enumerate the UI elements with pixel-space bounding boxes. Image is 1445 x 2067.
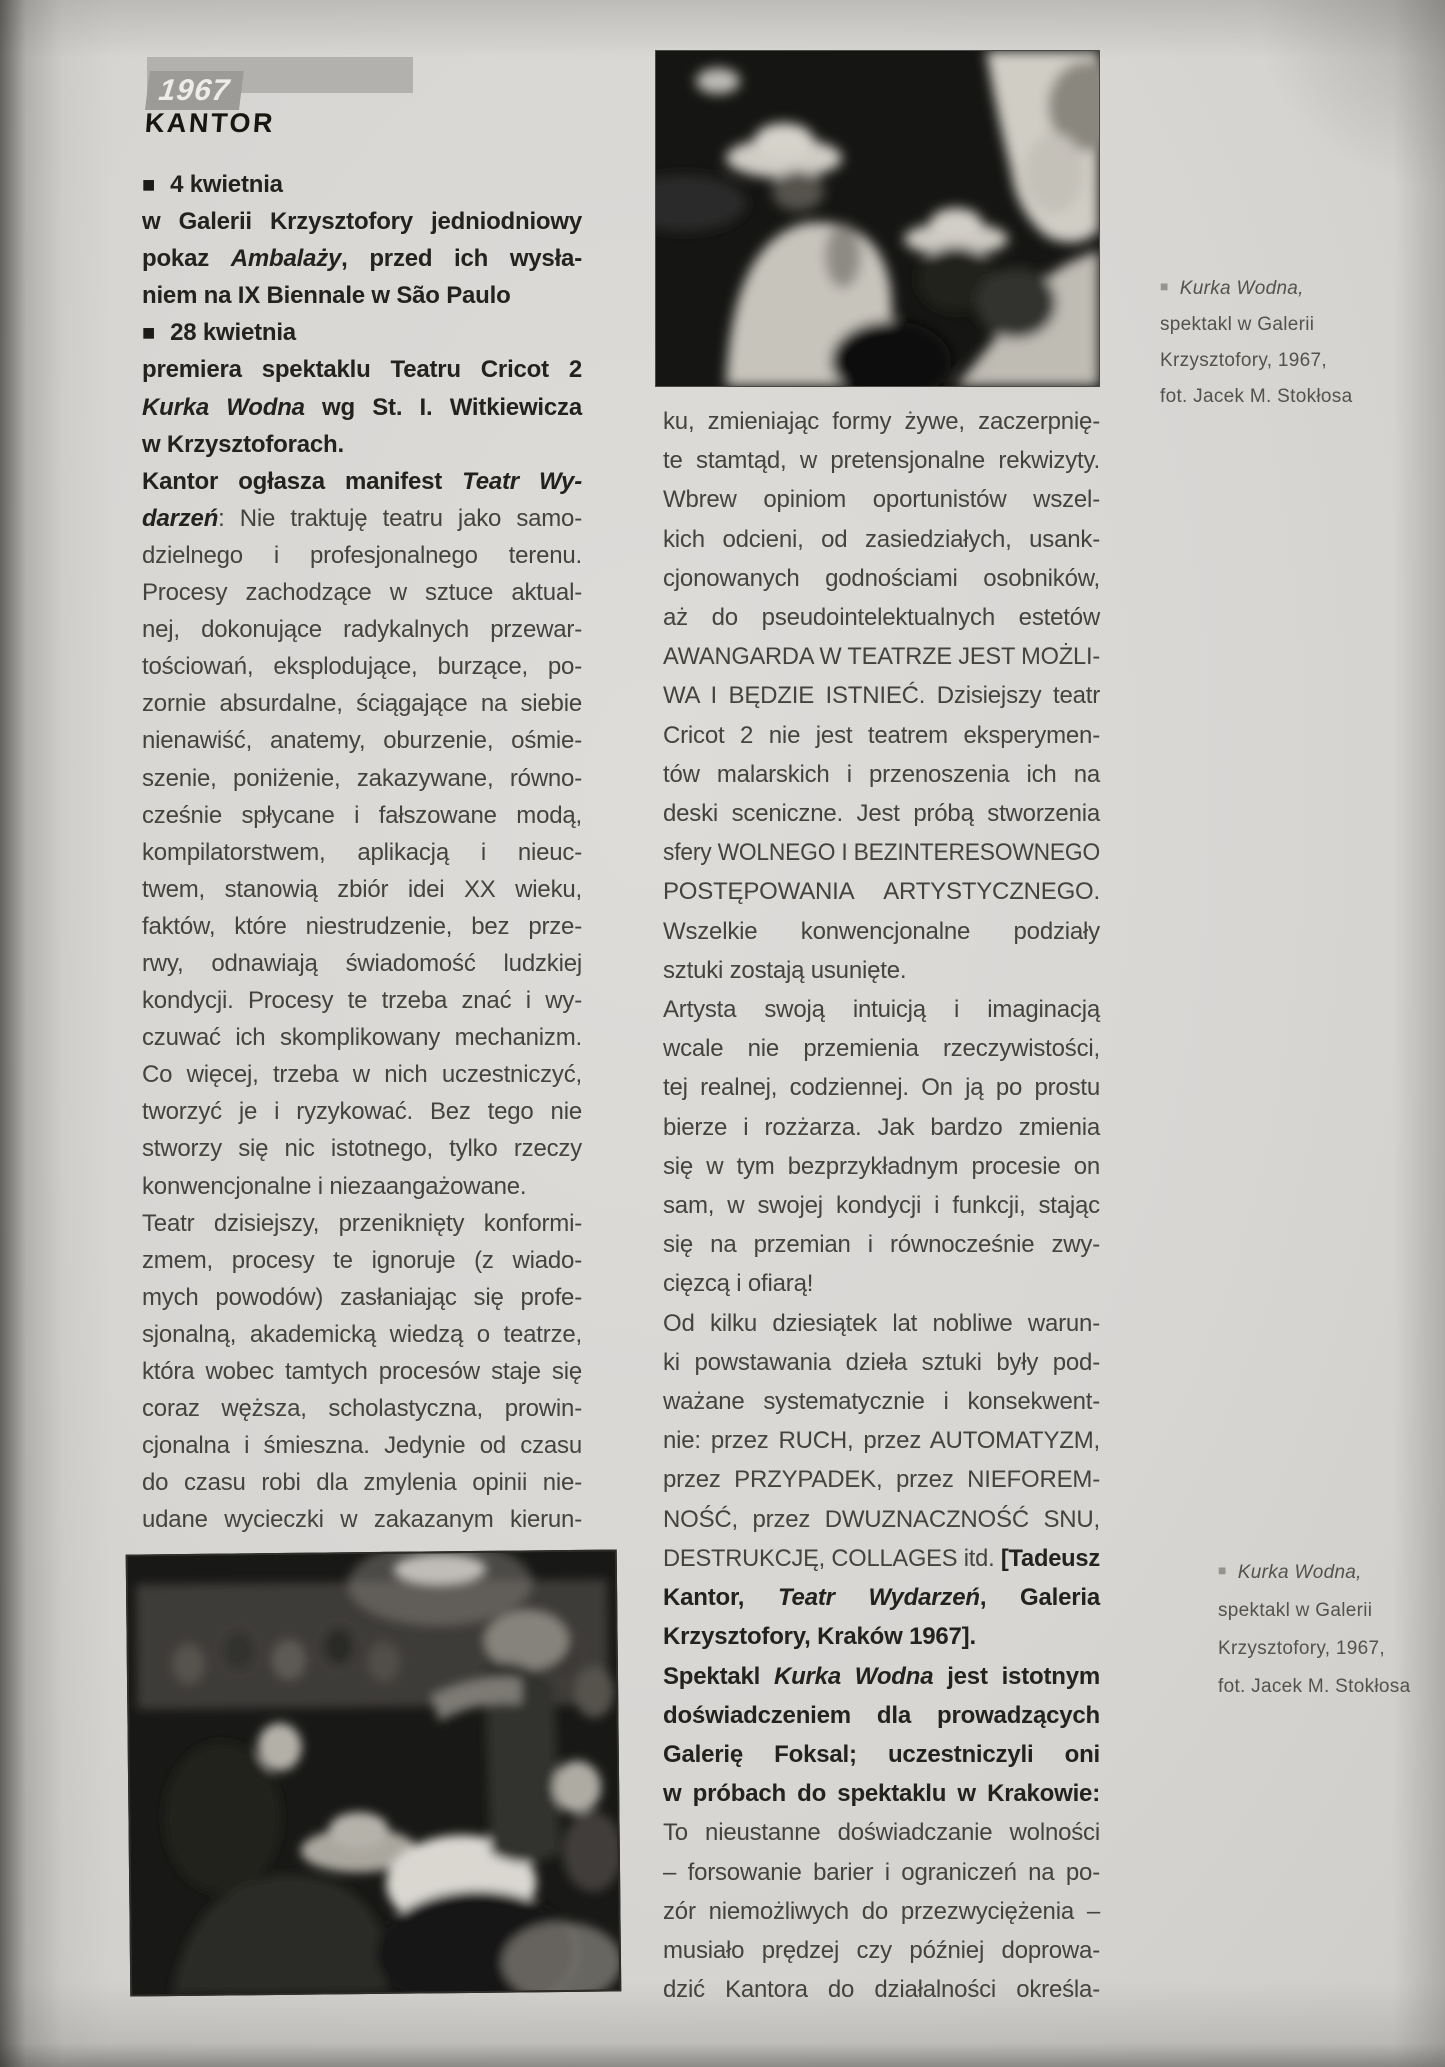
text-line — [663, 1696, 1100, 1735]
text-line — [142, 1205, 582, 1242]
text-line — [142, 685, 582, 722]
text-line — [142, 1130, 582, 1167]
text-line — [663, 1774, 1100, 1813]
text-line — [663, 833, 1100, 872]
text-line — [1218, 1630, 1445, 1668]
text-line — [142, 1242, 582, 1279]
text-run: nienawiść, anatemy, oburzenie, ośmie- — [142, 727, 582, 755]
text-run: mych powodów) zasłaniając się profe- — [142, 1283, 582, 1311]
text-line — [663, 1657, 1100, 1696]
text-run: ważane systematycznie i konsekwent- — [663, 1388, 1100, 1416]
text-run: wcale nie przemienia rzeczywistości, — [663, 1035, 1100, 1063]
text-line — [142, 945, 582, 982]
text-run: Teatr Wy- — [462, 467, 582, 495]
text-line — [663, 1500, 1100, 1539]
text-run: nej, dokonujące radykalnych przewar- — [142, 616, 582, 644]
text-run: [Tadeusz — [1000, 1544, 1100, 1572]
text-line — [142, 314, 582, 351]
text-line — [142, 1093, 582, 1130]
year-tab — [145, 71, 244, 110]
text-run: Spektakl — [663, 1662, 774, 1690]
text-run: Od kilku dziesiątek lat nobliwe warun- — [663, 1309, 1100, 1337]
text-line — [663, 520, 1100, 559]
text-line — [663, 1068, 1100, 1107]
text-line — [142, 389, 582, 426]
text-run: sztuki zostają usunięte. — [663, 956, 907, 984]
text-run: tościowań, eksplodujące, burzące, po- — [142, 653, 582, 681]
text-run: cięzcą i ofiarą! — [663, 1270, 814, 1298]
text-run: kompilatorstwem, aplikacją i nieuc- — [142, 838, 582, 866]
text-line — [1160, 379, 1400, 415]
photo-caption-top — [1160, 268, 1400, 415]
text-line — [663, 402, 1100, 441]
text-run: aż do pseudointelektualnych estetów — [663, 604, 1100, 632]
text-run: Kurka Wodna — [142, 393, 305, 421]
text-line — [1218, 1551, 1445, 1592]
text-line — [1160, 268, 1400, 307]
text-line — [1218, 1592, 1445, 1630]
text-run: NOŚĆ, przez DWUZNACZNOŚĆ SNU, — [663, 1505, 1100, 1533]
text-run: dzielnego i profesjonalnego terenu. — [142, 541, 582, 569]
text-line — [663, 716, 1100, 755]
text-run: ■ — [142, 172, 156, 197]
text-run: w Galerii Krzysztofory jedniodniowy — [142, 208, 582, 236]
text-line — [142, 1390, 582, 1427]
text-line — [663, 1029, 1100, 1068]
text-run: przez PRZYPADEK, przez NIEFOREM- — [663, 1466, 1100, 1494]
text-run: Kurka Wodna — [773, 1662, 934, 1690]
text-run: Wbrew opiniom oportunistów wszel- — [663, 486, 1100, 514]
text-run: spektakl w Galerii — [1160, 314, 1315, 335]
text-run: Teatr Wydarzeń — [777, 1584, 980, 1612]
text-run: zór niemożliwych do przezwyciężenia – — [663, 1897, 1100, 1925]
text-run: te stamtąd, w pretensjonalne rekwizyty. — [663, 447, 1100, 475]
photo-kurka-wodna-spektakl-bottom — [126, 1549, 622, 1996]
text-run: To nieustanne doświadczanie wolności — [663, 1819, 1100, 1847]
text-run: fot. Jacek M. Stokłosa — [1218, 1676, 1411, 1697]
text-run: ■ — [1160, 278, 1169, 294]
text-run: sfery WOLNEGO I BEZINTERESOWNEGO — [663, 839, 1100, 867]
text-run: stworzy się nic istotnego, tylko rzeczy — [142, 1135, 582, 1163]
text-run: wg St. I. Witkiewicza — [304, 393, 582, 421]
text-line — [142, 648, 582, 685]
text-run: jest istotnym — [933, 1662, 1100, 1690]
text-run: Procesy zachodzące w sztuce aktual- — [142, 579, 582, 607]
text-line — [142, 1427, 582, 1464]
text-run: która wobec tamtych procesów staje się — [142, 1358, 582, 1385]
text-run: kich odcieni, od zasiedziałych, usank- — [663, 525, 1100, 553]
text-line — [142, 463, 582, 500]
text-run: ■ — [1218, 1562, 1227, 1578]
text-line — [663, 1186, 1100, 1225]
text-run: kondycji. Procesy te trzeba znać i wy- — [142, 987, 582, 1015]
text-line — [142, 1316, 582, 1353]
left-text-column — [142, 166, 582, 1538]
text-line — [663, 1382, 1100, 1421]
text-run: Galerię Foksal; uczestniczyli oni — [663, 1740, 1100, 1768]
text-line — [1160, 307, 1400, 343]
text-line — [142, 1056, 582, 1093]
text-run: DESTRUKCJĘ, COLLAGES itd. — [663, 1544, 1001, 1572]
text-run: 4 kwietnia — [170, 171, 283, 198]
text-line — [142, 1501, 582, 1538]
text-line — [663, 1460, 1100, 1499]
text-run: Artysta swoją intuicją i imaginacją — [663, 996, 1100, 1024]
text-run: musiało prędzej czy później doprowa- — [663, 1936, 1100, 1964]
text-line — [663, 676, 1100, 715]
text-run: sam, w swojej kondycji i funkcji, stając — [663, 1192, 1100, 1220]
text-run: tej realnej, codziennej. On ją po prostu — [663, 1074, 1100, 1102]
text-run: cześnie spłycane i fałszowane modą, — [142, 801, 582, 829]
text-run: niem na IX Biennale w São Paulo — [142, 282, 511, 310]
text-run: tworzyć je i ryzykować. Bez tego nie — [142, 1098, 582, 1126]
text-line — [663, 480, 1100, 519]
text-line — [142, 1464, 582, 1501]
text-line — [1218, 1668, 1445, 1706]
text-line — [142, 203, 582, 240]
text-line — [142, 722, 582, 759]
text-run: Wszelkie konwencjonalne podziały — [663, 917, 1100, 945]
text-run: dzić Kantora do działalności określa- — [663, 1976, 1100, 2004]
text-line — [663, 598, 1100, 637]
text-run: rwy, odnawiają świadomość ludzkiej — [142, 949, 582, 977]
text-line — [663, 559, 1100, 598]
photo-bottom-artwork — [128, 1551, 620, 1994]
text-line — [1160, 343, 1400, 379]
text-line — [142, 760, 582, 797]
text-line — [663, 1578, 1100, 1617]
text-run: zmem, procesy te ignoruje (z wiado- — [142, 1246, 582, 1274]
text-run: POSTĘPOWANIA ARTYSTYCZNEGO. — [663, 878, 1100, 906]
text-run: 28 kwietnia — [170, 319, 296, 347]
text-run: Cricot 2 nie jest teatrem eksperymen- — [663, 721, 1100, 749]
text-line — [142, 537, 582, 574]
text-run: deski sceniczne. Jest próbą stworzenia — [663, 800, 1100, 828]
photo-top-artwork — [656, 51, 1099, 386]
text-run: Teatr dzisiejszy, przeniknięty konformi- — [142, 1209, 582, 1237]
text-line — [142, 1168, 582, 1205]
text-run: spektakl w Galerii — [1218, 1600, 1373, 1621]
text-run: zornie absurdalne, ściągające na siebie — [142, 690, 582, 718]
text-line — [663, 1421, 1100, 1460]
text-run: czuwać ich skomplikowany mechanizm. — [142, 1024, 582, 1052]
text-run: Krzysztofory, 1967, — [1160, 350, 1327, 371]
text-line — [142, 982, 582, 1019]
text-run: cjonalna i śmieszna. Jedynie od czasu — [142, 1432, 582, 1460]
text-line — [142, 1279, 582, 1316]
text-run: darzeń — [142, 504, 219, 532]
text-run: WA I BĘDZIE ISTNIEĆ. Dzisiejszy teatr — [663, 682, 1100, 710]
text-run: tów malarskich i przenoszenia ich na — [663, 760, 1100, 788]
text-run: Ambalaży — [230, 245, 342, 273]
text-line — [663, 1813, 1100, 1852]
text-run: Kurka Wodna, — [1237, 1562, 1362, 1583]
text-run: bierze i rozżarza. Jak bardzo zmienia — [663, 1113, 1100, 1141]
text-run: doświadczeniem dla prowadzących — [663, 1701, 1100, 1729]
photo-kurka-wodna-spektakl-top — [655, 50, 1100, 387]
text-line — [663, 1225, 1100, 1264]
text-line — [663, 1735, 1100, 1774]
text-line — [142, 574, 582, 611]
text-run: do czasu robi dla zmylenia opinii nie- — [142, 1469, 582, 1497]
text-line — [663, 1931, 1100, 1970]
text-run: AWANGARDA W TEATRZE JEST MOŻLI- — [663, 643, 1100, 671]
right-text-column — [663, 402, 1100, 2009]
text-run: Kantor ogłasza manifest — [142, 467, 463, 495]
text-line — [663, 794, 1100, 833]
text-line — [142, 834, 582, 871]
text-run: faktów, które niestrudzenie, bez prze- — [142, 912, 582, 940]
text-line — [663, 1264, 1100, 1303]
text-line — [663, 951, 1100, 990]
text-line — [142, 277, 582, 314]
text-run: nie: przez RUCH, przez AUTOMATYZM, — [663, 1427, 1100, 1455]
text-line — [142, 1353, 582, 1390]
text-run: udane wycieczki w zakazanym kierun- — [142, 1506, 582, 1534]
text-run: w próbach do spektaklu w Krakowie: — [663, 1780, 1100, 1808]
text-line — [663, 1970, 1100, 2009]
text-run: Krzysztofory, 1967, — [1218, 1638, 1385, 1659]
text-line — [663, 1147, 1100, 1186]
text-run: ki powstawania dzieła sztuki były pod- — [663, 1348, 1100, 1376]
text-run: coraz węższa, scholastyczna, prowin- — [142, 1395, 582, 1423]
text-line — [663, 755, 1100, 794]
text-line — [142, 500, 582, 537]
text-line — [142, 426, 582, 463]
text-run: , przed ich wysła- — [341, 245, 582, 273]
text-line — [663, 912, 1100, 951]
text-run: pokaz — [142, 245, 231, 273]
text-line — [663, 1617, 1100, 1656]
text-run: : Nie traktuję teatru jako samo- — [218, 504, 582, 532]
brand-logo: KANTOR — [143, 108, 277, 138]
text-line — [663, 1892, 1100, 1931]
text-line — [142, 797, 582, 834]
text-line — [142, 1019, 582, 1056]
text-line — [663, 1304, 1100, 1343]
text-run: Co więcej, trzeba w nich uczestniczyć, — [142, 1061, 582, 1089]
text-line — [663, 1343, 1100, 1382]
text-run: sjonalną, akademicką wiedzą o teatrze, — [142, 1320, 582, 1348]
text-run: się na przemian i równocześnie zwy- — [663, 1231, 1100, 1259]
photo-caption-bottom — [1218, 1551, 1445, 1706]
text-run: twem, stanowią zbiór idei XX wieku, — [142, 875, 582, 903]
text-run: premiera spektaklu Teatru Cricot 2 — [142, 356, 582, 384]
text-run: konwencjonalne i niezaangażowane. — [142, 1172, 527, 1200]
text-line — [663, 990, 1100, 1029]
text-line — [142, 166, 582, 203]
text-line — [142, 871, 582, 908]
text-run: , Galeria — [979, 1584, 1100, 1612]
text-run: – forsowanie barier i ograniczeń na po- — [663, 1858, 1100, 1886]
text-run: fot. Jacek M. Stokłosa — [1160, 386, 1353, 407]
text-run: ku, zmieniając formy żywe, zaczerpnię- — [663, 408, 1100, 435]
year-label: 1967 — [157, 73, 232, 107]
text-line — [142, 351, 582, 388]
text-line — [663, 1539, 1100, 1578]
text-run: Kurka Wodna, — [1179, 278, 1304, 299]
text-line — [663, 1108, 1100, 1147]
text-line — [663, 637, 1100, 676]
text-run: się w tym bezprzykładnym procesie on — [663, 1152, 1100, 1180]
text-line — [663, 1853, 1100, 1892]
text-run: cjonowanych godnościami osobników, — [663, 564, 1100, 592]
text-run: szenie, poniżenie, zakazywane, równo- — [142, 764, 582, 792]
text-run: w Krzysztoforach. — [142, 430, 344, 458]
text-run: Kantor, — [663, 1584, 778, 1612]
text-line — [663, 441, 1100, 480]
text-line — [142, 611, 582, 648]
text-line — [142, 908, 582, 945]
text-run: Krzysztofory, Kraków 1967]. — [663, 1623, 976, 1651]
text-run: ■ — [142, 320, 156, 346]
text-line — [142, 240, 582, 277]
text-line — [663, 872, 1100, 911]
